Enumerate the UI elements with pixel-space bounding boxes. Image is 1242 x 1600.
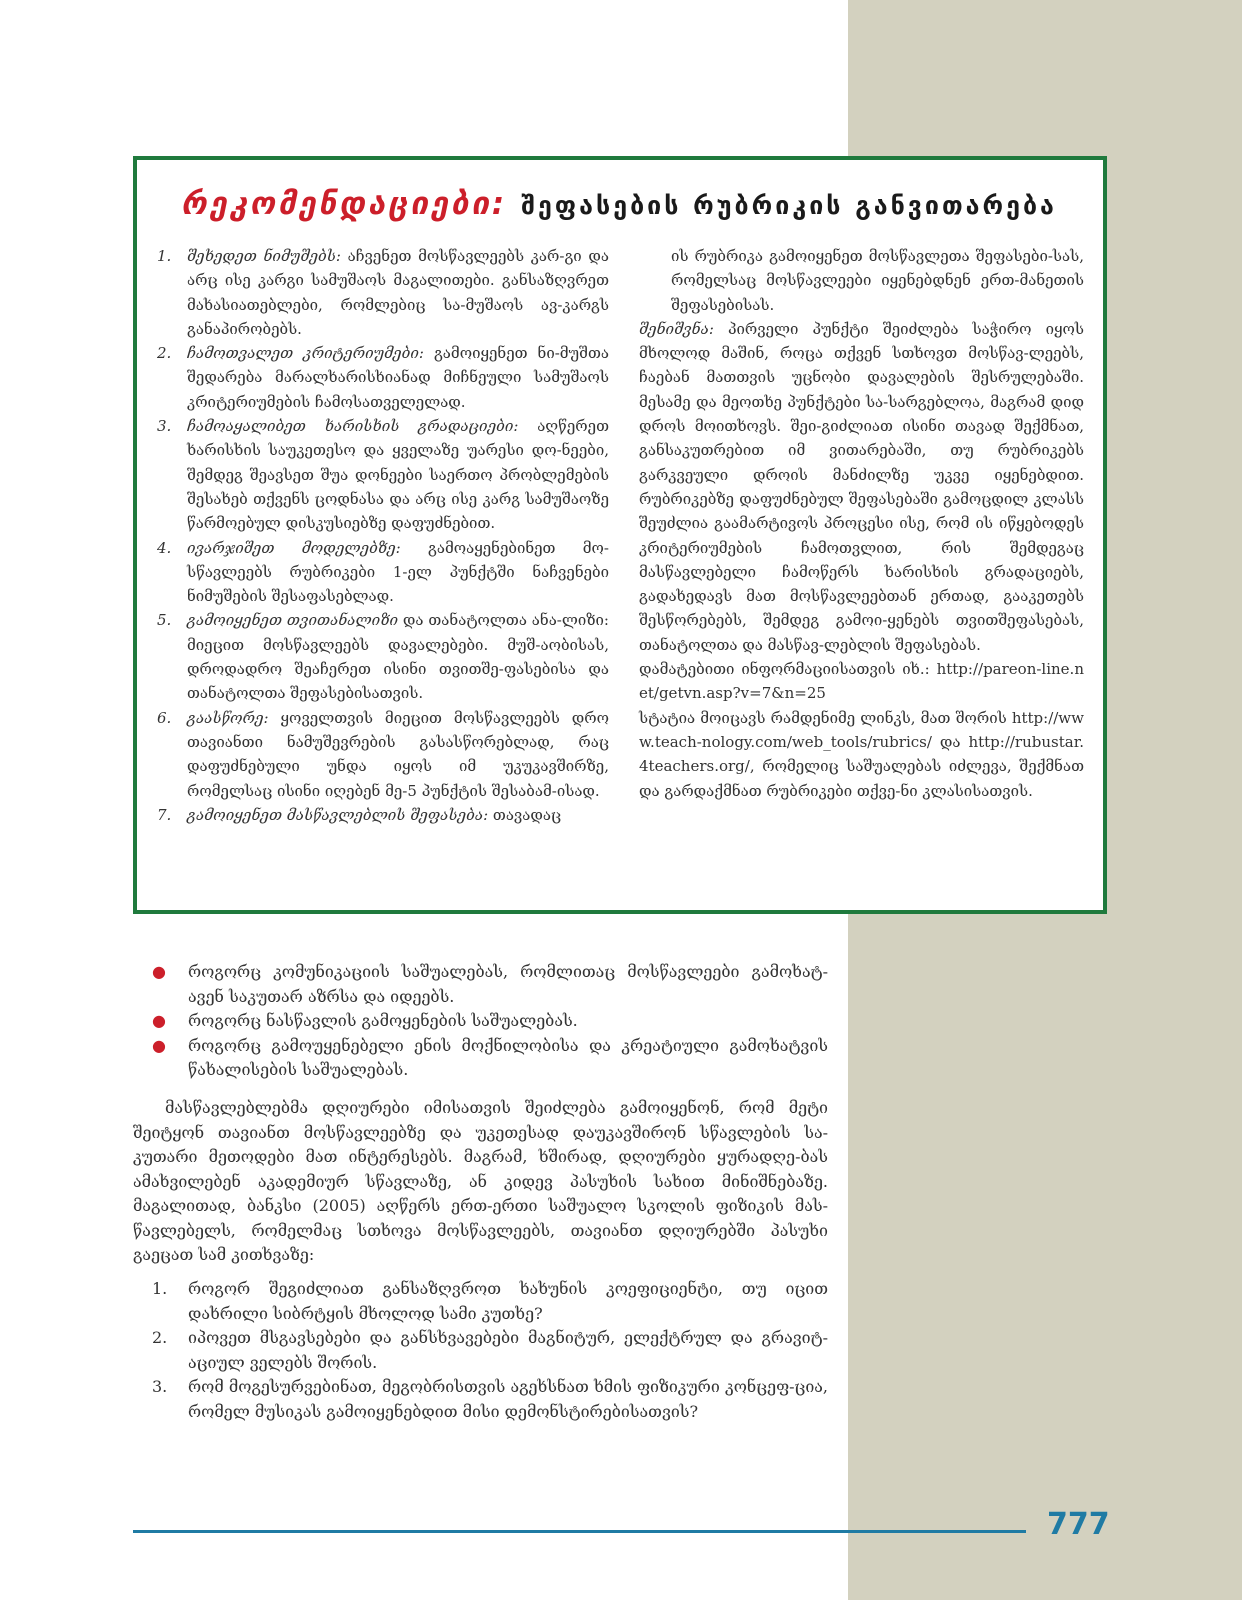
more-info-label: დამატებითი ინფორმაციისათვის იხ.: bbox=[639, 660, 937, 679]
question-item bbox=[152, 1326, 828, 1375]
bullet-dot-icon: ● bbox=[152, 1011, 166, 1030]
body-paragraph: მასწავლებლებმა დღიურები იმისათვის შეიძლება გამოიყენონ, რომ მეტი შეიტყონ თავიანთ მოსწავლეებზე და უკეთესად დაუკავშირონ სწავლების სა-კუთარი მეთოდები მათ ინტერესებს. მაგრამ, ხშირად, დღიურები ყურადღე-ბას ამახვილებენ აკადემიურ სწავლაზე, ან კიდევ პასუხის სახით მინიშნებაზე. მაგალითად, ბანკსი (2005) აღწერს ერთ-ერთი საშუალო სკოლის ფიზიკის მას-წავლებელს, რომელმაც სთხოვა მოსწავლეებს, თავიანთ დღიურებში პასუხი გაეცათ სამ კითხვაზე: bbox=[133, 1098, 828, 1264]
note-label: შენიშვნა: bbox=[639, 319, 714, 338]
step-body: აღწერეთ ხარისხის საუკეთესო და ყველაზე უარესი დო-ნეები, შემდეგ შეავსეთ შუა დონეები საერთო პრობლემების შესახებ თქვენს ცოდნასა და არც ისე კარგ სამუშაოზე წარმოებულ დისკუსიებზე დაფუძნებით. bbox=[187, 417, 609, 533]
step-text bbox=[187, 608, 609, 705]
page-number: 777 bbox=[1047, 1507, 1110, 1542]
more-info-link[interactable]: http://pareon-line.net/getvn.asp?v=7&n=25 bbox=[639, 660, 1084, 703]
step-number: 1. bbox=[157, 247, 172, 265]
step-lead: შეხედეთ ნიმუშებს: bbox=[187, 247, 341, 265]
question-number: 1. bbox=[152, 1279, 168, 1298]
step-body: გამოაყენებინეთ მო-სწავლეებს რუბრიკები 1-ელ პუნქტში ნაჩვენები ნიმუშების შესაფასებლად. bbox=[187, 538, 609, 606]
title-red: რეკომენდაციები: bbox=[181, 186, 508, 222]
article-text-2: , რომელიც საშუალებას იძლევა, შექმნათ და გარდაქმნათ რუბრიკები თქვე-ნი კლასისათვის. bbox=[639, 757, 1084, 800]
question-text: იპოვეთ მსგავსებები და განსხვავებები მაგნიტურ, ელექტრულ და გრავიტ-აციულ ველებს შორის. bbox=[188, 1328, 828, 1372]
step-text bbox=[187, 244, 609, 341]
step-number: 6. bbox=[157, 708, 172, 727]
step-lead: გამოიყენეთ მასწავლებლის შეფასება: bbox=[187, 805, 489, 824]
step-item bbox=[157, 608, 609, 705]
step-body: და თანატოლთა ანა-ლიზი: მიეცით მოსწავლეებს დავალებები. მუშ-აობისას, დროდადრო შეაჩერეთ ისინი თვითშე-ფასებისა და თანატოლთა შეფასებისათვის. bbox=[187, 611, 609, 703]
step-item bbox=[157, 414, 609, 535]
recommendations-title bbox=[181, 186, 1057, 222]
left-column bbox=[157, 244, 609, 827]
bullet-list bbox=[152, 960, 828, 1083]
step-item bbox=[157, 803, 609, 827]
question-item bbox=[152, 1375, 828, 1424]
bullet-item bbox=[152, 960, 828, 1009]
bullet-text: როგორც კომუნიკაციის საშუალებას, რომლითაც მოსწავლეები გამოხატ-ავენ საკუთარ აზრსა და იდეებს. bbox=[188, 962, 828, 1006]
question-item bbox=[152, 1277, 828, 1326]
question-number: 2. bbox=[152, 1328, 168, 1347]
bullet-item bbox=[152, 1034, 828, 1083]
step-item bbox=[157, 536, 609, 609]
step-body: თავადაც bbox=[488, 805, 562, 824]
step-lead: გაასწორე: bbox=[187, 708, 269, 727]
step-text bbox=[187, 536, 609, 609]
more-info bbox=[639, 657, 1084, 706]
question-text: როგორ შეგიძლიათ განსაზღვროთ ხახუნის კოეფიციენტი, თუ იცით დახრილი სიბრტყის მხოლოდ სამი კუთხე? bbox=[188, 1279, 828, 1323]
article-info bbox=[639, 706, 1084, 803]
recommendations-box bbox=[133, 156, 1107, 914]
article-link-2[interactable]: http://rubustar.4teachers.org/ bbox=[639, 732, 1084, 776]
bullet-dot-icon: ● bbox=[152, 962, 166, 981]
step-text bbox=[187, 414, 609, 535]
step-lead: ივარჯიშეთ მოდელებზე: bbox=[187, 538, 401, 557]
step-lead: ჩამოაყალიბეთ ხარისხის გრადაციები: bbox=[187, 417, 519, 436]
article-text-1: სტატია მოიცავს რამდენიმე ლინკს, მათ შორის bbox=[639, 708, 1012, 727]
question-text: რომ მოგესურვებინათ, მეგობრისთვის აგეხსნათ ხმის ფიზიკური კონცეფ-ცია, რომელ მუსიკას გამოიყენებდით მისი დემონსტირებისათვის? bbox=[188, 1377, 828, 1421]
step-number: 7. bbox=[157, 805, 172, 824]
step7-continued: ის რუბრიკა გამოიყენეთ მოსწავლეთა შეფასები-სას, რომელსაც მოსწავლეები იყენებდნენ ერთ-მანეთის შეფასებისას. bbox=[671, 247, 1084, 314]
step-body: გამოიყენეთ ნი-მუშთა შედარება მარალხარისხიანად მიჩნეული სამუშაოს კრიტერიუმების ჩამოსათველელად. bbox=[187, 344, 609, 411]
right-column bbox=[639, 244, 1084, 803]
footer-rule bbox=[133, 1530, 1026, 1533]
step-lead: გამოიყენეთ თვითანალიზი bbox=[187, 611, 399, 630]
question-list bbox=[152, 1277, 828, 1424]
bullet-text: როგორც გამოუყენებელი ენის მოქნილობისა და კრეატიული გამოხატვის წახალისების საშუალებას. bbox=[188, 1035, 828, 1079]
step-lead: ჩამოთვალეთ კრიტერიუმები: bbox=[187, 344, 424, 363]
step-number: 3. bbox=[157, 417, 172, 436]
title-black: შეფასების რუბრიკის განვითარება bbox=[521, 191, 1057, 220]
step-item bbox=[157, 244, 609, 341]
bullet-dot-icon: ● bbox=[152, 1035, 166, 1055]
step-item bbox=[157, 341, 609, 414]
step-item bbox=[157, 706, 609, 803]
step-body: ყოველთვის მიეცით მოსწავლეებს დრო თავიანთი ნამუშევრების გასასწორებლად, რაც დაფუძნებული უნდა იყოს იმ უკუკავშირზე, რომელსაც ისინი იღებენ მე-5 პუნქტის შესაბამ-ისად. bbox=[187, 708, 609, 800]
step-number: 5. bbox=[157, 611, 172, 630]
article-and: და bbox=[931, 732, 969, 751]
step-text bbox=[187, 341, 609, 414]
step-number: 4. bbox=[157, 538, 172, 557]
step-text bbox=[187, 803, 609, 827]
step-number: 2. bbox=[157, 344, 172, 363]
article-link-1[interactable]: http://www.teach-nology.com/web_tools/rubrics/ bbox=[639, 708, 1084, 751]
question-number: 3. bbox=[152, 1377, 168, 1396]
bullet-text: როგორც ნასწავლის გამოყენების საშუალებას. bbox=[188, 1011, 578, 1030]
note bbox=[639, 317, 1084, 657]
step-body: აჩვენეთ მოსწავლეებს კარ-გი და არც ისე კარგი სამუშაოს მაგალითები. განსაზღვრეთ მახასიათებლები, რომლებიც სა-მუშაოს ავ-კარგს განაპირობებს. bbox=[187, 247, 609, 338]
step-text bbox=[187, 706, 609, 803]
bullet-item bbox=[152, 1009, 828, 1034]
note-text: პირველი პუნქტი შეიძლება საჭირო იყოს მხოლოდ მაშინ, როცა თქვენ სთხოვთ მოსწავ-ლეებს, ჩაებან მათთვის უცნობი დავალების შესრულებაში. მესამე და მეოთხე პუნქტები სა-სარგებლოა, მაგრამ დიდ დროს მოითხოვს. შეი-გიძლიათ ისინი თავად შექმნათ, განსაკუთრებით იმ ვითარებაში, თუ რუბრიკებს გარკვეული დროის მანძილზე უკვე იყენებდით. რუბრიკებზე დაფუძნებულ შეფასებაში გამოცდილ კლასს შეუძლია გაამარტივოს პროცესი ისე, რომ ის იწყებოდეს კრიტერიუმების ჩამოთვლით, რის შემდეგაც მასწავლებელი ჩამოწერს ხარისხის გრადაციებს, გადახედავს მათ მოსწავლეებთან ერთად, გააკეთებს შესწორებებს, შემდეგ გამოი-ყენებს თვითშეფასებას, თანატოლთა და მასწავ-ლებლის შეფასებას. bbox=[639, 319, 1084, 654]
